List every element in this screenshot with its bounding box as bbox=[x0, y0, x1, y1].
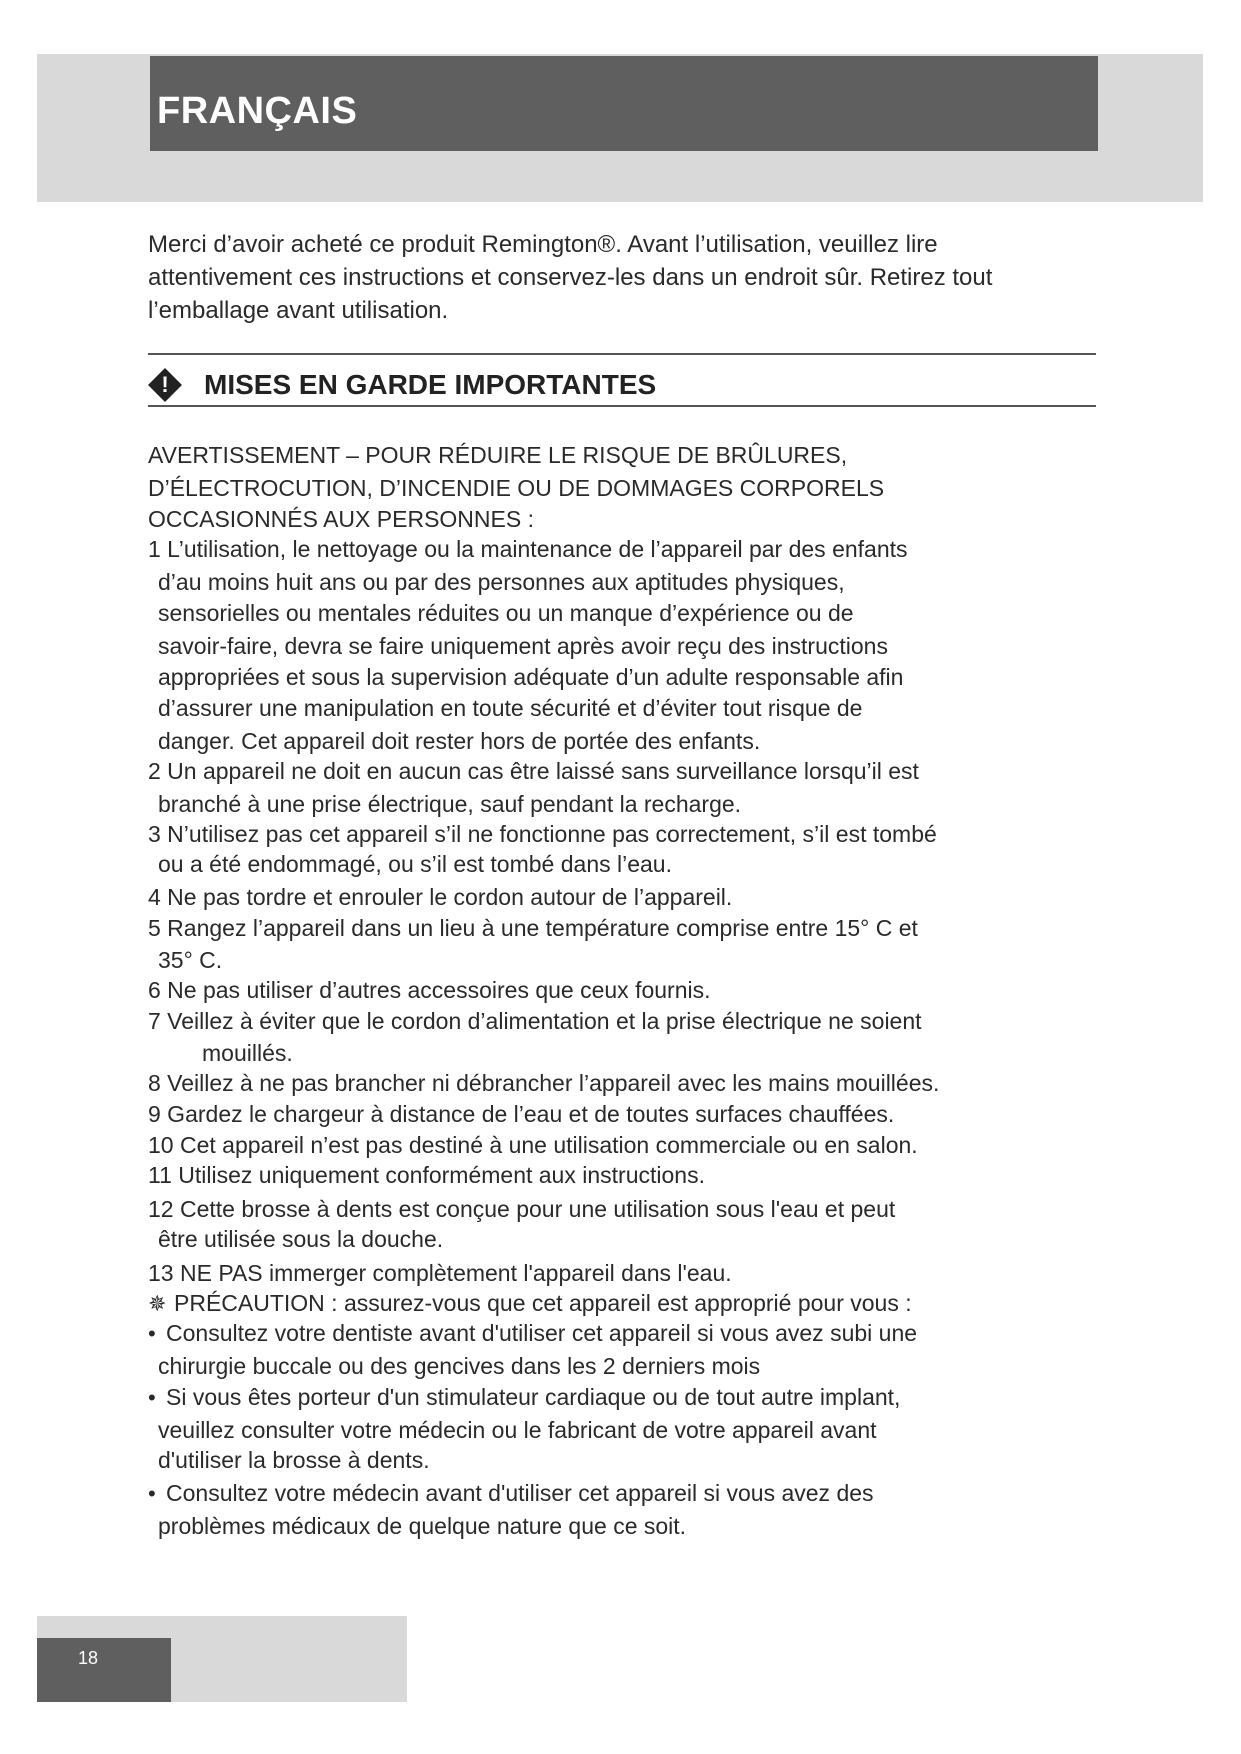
list-item-7-cont: mouillés. bbox=[202, 1040, 293, 1066]
list-item-3: 3 N’utilisez pas cet appareil s’il ne fonctionne pas correctement, s’il est tombé bbox=[148, 821, 937, 847]
list-item-1-cont: d’au moins huit ans ou par des personnes aux aptitudes physiques, bbox=[158, 569, 845, 595]
caution-line: ✵ PRÉCAUTION : assurez-vous que cet appareil est approprié pour vous : bbox=[148, 1290, 912, 1316]
section-heading bbox=[148, 364, 656, 406]
bullet-item: • Consultez votre médecin avant d'utiliser cet appareil si vous avez des bbox=[148, 1480, 874, 1506]
list-item-10: 10 Cet appareil n’est pas destiné à une utilisation commerciale ou en salon. bbox=[148, 1132, 918, 1158]
bullet-item: • Consultez votre dentiste avant d'utiliser cet appareil si vous avez subi une bbox=[148, 1320, 918, 1346]
list-item-11: 11 Utilisez uniquement conformément aux instructions. bbox=[148, 1162, 705, 1188]
list-item-12-cont: être utilisée sous la douche. bbox=[158, 1226, 444, 1252]
intro-line: Merci d’avoir acheté ce produit Remington®. Avant l’utilisation, veuillez lire bbox=[148, 231, 938, 258]
warning-heading-line: AVERTISSEMENT – POUR RÉDUIRE LE RISQUE DE BRÛLURES, bbox=[148, 442, 848, 468]
bullet-item-cont: veuillez consulter votre médecin ou le fabricant de votre appareil avant bbox=[158, 1417, 877, 1443]
warning-heading-line: D’ÉLECTROCUTION, D’INCENDIE OU DE DOMMAGES CORPORELS bbox=[148, 475, 885, 501]
list-item-6: 6 Ne pas utiliser d’autres accessoires que ceux fournis. bbox=[148, 977, 711, 1003]
section-bottom-rule bbox=[148, 405, 1096, 407]
page-number: 18 bbox=[78, 1648, 99, 1668]
list-item-5-cont: 35° C. bbox=[158, 947, 223, 973]
list-item-1-cont: appropriées et sous la supervision adéquate d’un adulte responsable afin bbox=[158, 664, 904, 690]
list-item-2-cont: branché à une prise électrique, sauf pendant la recharge. bbox=[158, 791, 742, 817]
warning-heading-line: OCCASIONNÉS AUX PERSONNES : bbox=[148, 506, 534, 532]
caution-star-icon: ✵ bbox=[148, 1291, 167, 1316]
intro-line: l’emballage avant utilisation. bbox=[148, 297, 449, 324]
intro-paragraph bbox=[148, 228, 1098, 327]
list-item-4: 4 Ne pas tordre et enrouler le cordon autour de l’appareil. bbox=[148, 884, 733, 910]
page-number-tab bbox=[37, 1638, 171, 1702]
list-item-1-cont: danger. Cet appareil doit rester hors de portée des enfants. bbox=[158, 728, 761, 754]
intro-line: attentivement ces instructions et conservez-les dans un endroit sûr. Retirez tout bbox=[148, 264, 993, 291]
bullet-icon: • bbox=[148, 1385, 156, 1410]
bullet-item-cont: chirurgie buccale ou des gencives dans les 2 derniers mois bbox=[158, 1353, 761, 1379]
warning-diamond-icon: ! bbox=[148, 368, 182, 402]
bullet-icon: • bbox=[148, 1321, 156, 1346]
list-item-13: 13 NE PAS immerger complètement l'appareil dans l'eau. bbox=[148, 1260, 732, 1286]
list-item-9: 9 Gardez le chargeur à distance de l’eau et de toutes surfaces chauffées. bbox=[148, 1101, 895, 1127]
list-item-1-cont: savoir-faire, devra se faire uniquement après avoir reçu des instructions bbox=[158, 633, 888, 659]
section-title: MISES EN GARDE IMPORTANTES bbox=[204, 369, 657, 400]
bullet-item-cont: problèmes médicaux de quelque nature que ce soit. bbox=[158, 1513, 687, 1539]
bullet-item-cont: d'utiliser la brosse à dents. bbox=[158, 1447, 430, 1473]
list-item-12: 12 Cette brosse à dents est conçue pour une utilisation sous l'eau et peut bbox=[148, 1196, 896, 1222]
list-item-3-cont: ou a été endommagé, ou s’il est tombé dans l’eau. bbox=[158, 851, 672, 877]
bullet-item: • Si vous êtes porteur d'un stimulateur cardiaque ou de tout autre implant, bbox=[148, 1384, 901, 1410]
list-item-8: 8 Veillez à ne pas brancher ni débrancher l’appareil avec les mains mouillées. bbox=[148, 1070, 940, 1096]
list-item-1-cont: d’assurer une manipulation en toute sécurité et d’éviter tout risque de bbox=[158, 695, 863, 721]
list-item-1: 1 L’utilisation, le nettoyage ou la maintenance de l’appareil par des enfants bbox=[148, 536, 908, 562]
section-top-rule bbox=[148, 353, 1096, 355]
list-item-5: 5 Rangez l’appareil dans un lieu à une température comprise entre 15° C et bbox=[148, 915, 918, 941]
list-item-1-cont: sensorielles ou mentales réduites ou un manque d’expérience ou de bbox=[158, 600, 854, 626]
bullet-icon: • bbox=[148, 1481, 156, 1506]
list-item-2: 2 Un appareil ne doit en aucun cas être laissé sans surveillance lorsqu’il est bbox=[148, 758, 919, 784]
list-item-7: 7 Veillez à éviter que le cordon d’alimentation et la prise électrique ne soient bbox=[148, 1008, 922, 1034]
page-title: FRANÇAIS bbox=[157, 90, 358, 132]
